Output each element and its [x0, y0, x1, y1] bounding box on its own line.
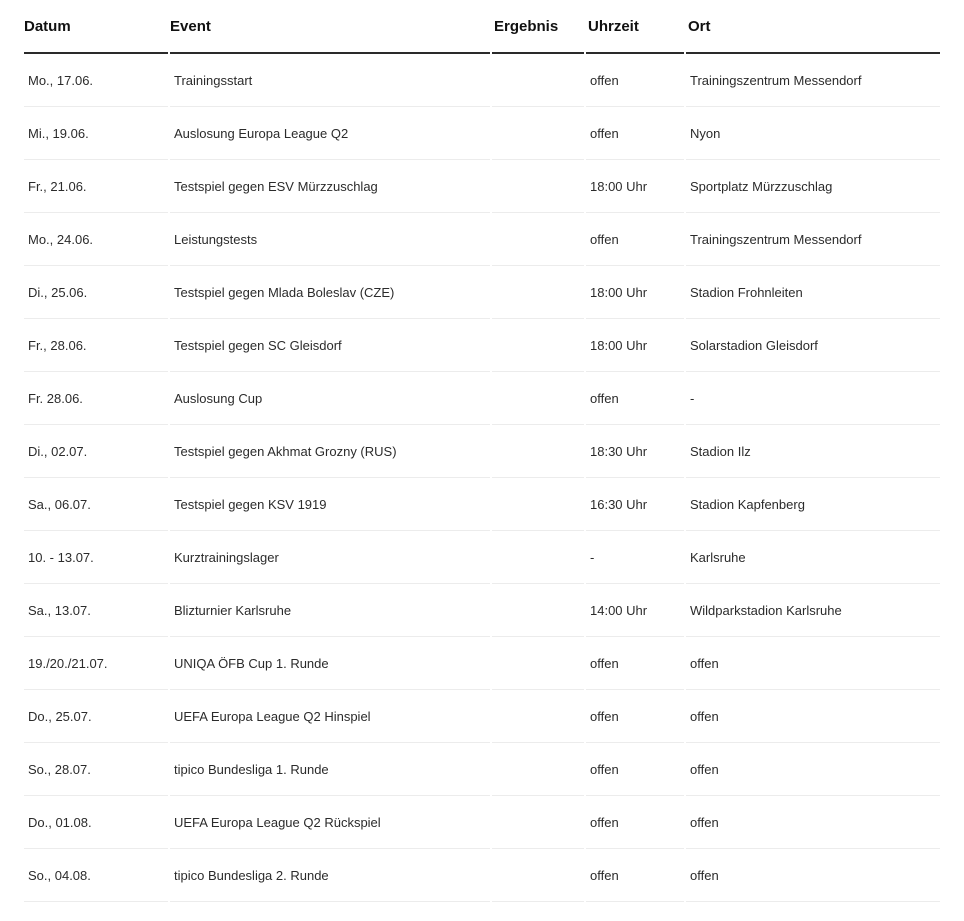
- cell-uhrzeit: offen: [586, 213, 684, 266]
- cell-uhrzeit: -: [586, 531, 684, 584]
- cell-ergebnis: [492, 690, 584, 743]
- table-row: [24, 478, 940, 531]
- cell-ergebnis: [492, 531, 584, 584]
- table-row: [24, 372, 940, 425]
- cell-ort: Wildparkstadion Karlsruhe: [686, 584, 940, 637]
- table-row: [24, 743, 940, 796]
- cell-event: Blizturnier Karlsruhe: [170, 584, 490, 637]
- table-row: [24, 796, 940, 849]
- cell-datum: 10. - 13.07.: [24, 531, 168, 584]
- cell-event: UEFA Europa League Q2 Hinspiel: [170, 690, 490, 743]
- column-header-uhrzeit: Uhrzeit: [586, 0, 684, 54]
- cell-uhrzeit: 18:00 Uhr: [586, 266, 684, 319]
- cell-ergebnis: [492, 54, 584, 107]
- cell-event: Testspiel gegen ESV Mürzzuschlag: [170, 160, 490, 213]
- cell-ergebnis: [492, 319, 584, 372]
- cell-datum: So., 28.07.: [24, 743, 168, 796]
- cell-ort: Trainingszentrum Messendorf: [686, 213, 940, 266]
- cell-event: Testspiel gegen SC Gleisdorf: [170, 319, 490, 372]
- cell-event: Auslosung Europa League Q2: [170, 107, 490, 160]
- cell-datum: Do., 01.08.: [24, 796, 168, 849]
- cell-event: Testspiel gegen Akhmat Grozny (RUS): [170, 425, 490, 478]
- cell-ort: offen: [686, 690, 940, 743]
- table-row: [24, 531, 940, 584]
- cell-ergebnis: [492, 743, 584, 796]
- cell-datum: Fr., 28.06.: [24, 319, 168, 372]
- cell-datum: Sa., 13.07.: [24, 584, 168, 637]
- table-row: [24, 213, 940, 266]
- cell-ergebnis: [492, 213, 584, 266]
- cell-ort: offen: [686, 743, 940, 796]
- cell-ort: Karlsruhe: [686, 531, 940, 584]
- table-row: [24, 319, 940, 372]
- cell-ort: Solarstadion Gleisdorf: [686, 319, 940, 372]
- cell-uhrzeit: offen: [586, 796, 684, 849]
- table-row: [24, 690, 940, 743]
- cell-event: Leistungstests: [170, 213, 490, 266]
- cell-ort: Stadion Kapfenberg: [686, 478, 940, 531]
- cell-event: tipico Bundesliga 1. Runde: [170, 743, 490, 796]
- table-row: [24, 425, 940, 478]
- cell-ort: Sportplatz Mürzzuschlag: [686, 160, 940, 213]
- cell-uhrzeit: offen: [586, 849, 684, 902]
- cell-ort: offen: [686, 637, 940, 690]
- cell-uhrzeit: offen: [586, 637, 684, 690]
- cell-ergebnis: [492, 584, 584, 637]
- table-row: [24, 266, 940, 319]
- cell-datum: So., 04.08.: [24, 849, 168, 902]
- cell-ergebnis: [492, 160, 584, 213]
- cell-datum: 19./20./21.07.: [24, 637, 168, 690]
- cell-uhrzeit: 18:30 Uhr: [586, 425, 684, 478]
- cell-ergebnis: [492, 107, 584, 160]
- cell-datum: Mi., 19.06.: [24, 107, 168, 160]
- cell-event: UEFA Europa League Q2 Rückspiel: [170, 796, 490, 849]
- table-body: [24, 54, 940, 902]
- table-row: [24, 54, 940, 107]
- cell-event: Kurztrainingslager: [170, 531, 490, 584]
- table-row: [24, 637, 940, 690]
- cell-uhrzeit: 14:00 Uhr: [586, 584, 684, 637]
- cell-ort: offen: [686, 796, 940, 849]
- table-header-row: [24, 0, 940, 54]
- table-row: [24, 849, 940, 902]
- cell-ergebnis: [492, 637, 584, 690]
- cell-ergebnis: [492, 849, 584, 902]
- table-row: [24, 160, 940, 213]
- cell-ergebnis: [492, 266, 584, 319]
- cell-datum: Sa., 06.07.: [24, 478, 168, 531]
- cell-datum: Fr., 21.06.: [24, 160, 168, 213]
- cell-event: Testspiel gegen Mlada Boleslav (CZE): [170, 266, 490, 319]
- cell-ort: offen: [686, 849, 940, 902]
- cell-event: Auslosung Cup: [170, 372, 490, 425]
- cell-uhrzeit: offen: [586, 743, 684, 796]
- cell-ergebnis: [492, 796, 584, 849]
- cell-uhrzeit: offen: [586, 372, 684, 425]
- cell-ort: Stadion Ilz: [686, 425, 940, 478]
- cell-ort: -: [686, 372, 940, 425]
- cell-ergebnis: [492, 478, 584, 531]
- cell-uhrzeit: offen: [586, 107, 684, 160]
- cell-datum: Mo., 24.06.: [24, 213, 168, 266]
- table-row: [24, 584, 940, 637]
- cell-datum: Fr. 28.06.: [24, 372, 168, 425]
- cell-ergebnis: [492, 372, 584, 425]
- column-header-ort: Ort: [686, 0, 940, 54]
- cell-datum: Di., 25.06.: [24, 266, 168, 319]
- column-header-datum: Datum: [24, 0, 168, 54]
- cell-event: Trainingsstart: [170, 54, 490, 107]
- cell-event: tipico Bundesliga 2. Runde: [170, 849, 490, 902]
- table-row: [24, 107, 940, 160]
- column-header-event: Event: [170, 0, 490, 54]
- cell-uhrzeit: 18:00 Uhr: [586, 160, 684, 213]
- cell-ort: Nyon: [686, 107, 940, 160]
- cell-ort: Trainingszentrum Messendorf: [686, 54, 940, 107]
- cell-uhrzeit: 18:00 Uhr: [586, 319, 684, 372]
- cell-datum: Mo., 17.06.: [24, 54, 168, 107]
- cell-datum: Di., 02.07.: [24, 425, 168, 478]
- cell-uhrzeit: 16:30 Uhr: [586, 478, 684, 531]
- cell-ergebnis: [492, 425, 584, 478]
- cell-event: UNIQA ÖFB Cup 1. Runde: [170, 637, 490, 690]
- cell-ort: Stadion Frohnleiten: [686, 266, 940, 319]
- schedule-table: [24, 0, 940, 902]
- cell-uhrzeit: offen: [586, 690, 684, 743]
- cell-datum: Do., 25.07.: [24, 690, 168, 743]
- column-header-ergebnis: Ergebnis: [492, 0, 584, 54]
- cell-event: Testspiel gegen KSV 1919: [170, 478, 490, 531]
- cell-uhrzeit: offen: [586, 54, 684, 107]
